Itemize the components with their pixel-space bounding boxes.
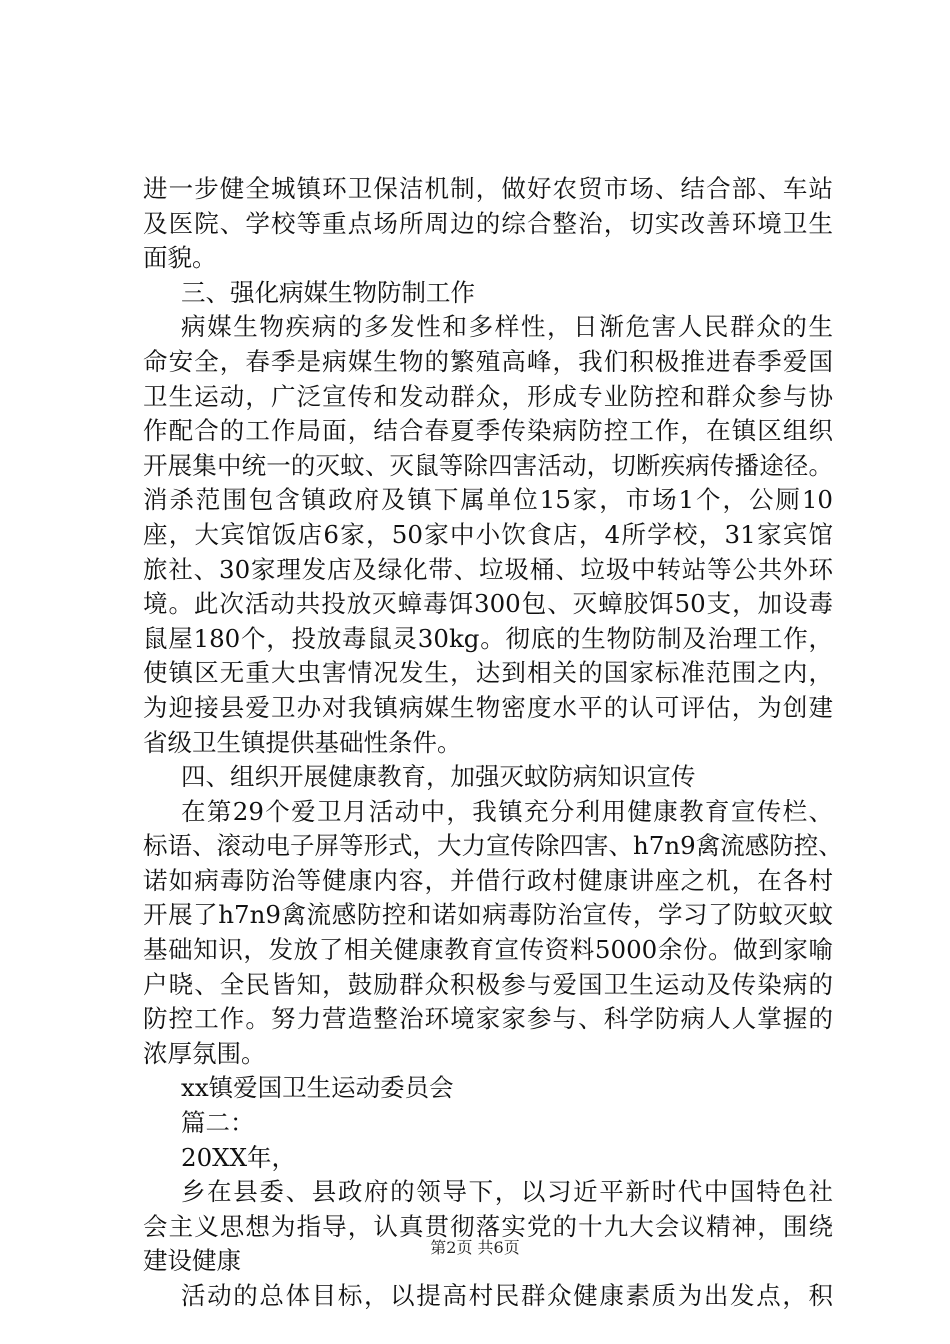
text-line: 境。此次活动共投放灭蟑毒饵300包、灭蟑胶饵50支，加设毒 (143, 589, 833, 619)
text-line: 篇二： (181, 1108, 255, 1138)
text-line: 四、组织开展健康教育，加强灭蚊防病知识宣传 (181, 762, 696, 792)
text-line: 病媒生物疾病的多发性和多样性，日渐危害人民群众的生 (181, 312, 833, 342)
text-line: 建设健康 (143, 1246, 241, 1276)
text-line: 开展了h7n9禽流感防控和诺如病毒防治宣传，学习了防蚊灭蚊 (143, 900, 833, 930)
text-line: 浓厚氛围。 (143, 1038, 266, 1068)
text-line: 为迎接县爱卫办对我镇病媒生物密度水平的认可评估，为创建 (143, 692, 833, 722)
text-line: 开展集中统一的灭蚊、灭鼠等除四害活动，切断疾病传播途径。 (143, 450, 833, 480)
text-line: 作配合的工作局面，结合春夏季传染病防控工作，在镇区组织 (143, 416, 833, 446)
text-line: 进一步健全城镇环卫保洁机制，做好农贸市场、结合部、车站 (143, 174, 833, 203)
text-line: 户晓、全民皆知，鼓励群众积极参与爱国卫生运动及传染病的 (143, 969, 833, 999)
text-line: 卫生运动，广泛宣传和发动群众，形成专业防控和群众参与协 (143, 381, 833, 411)
text-line: 及医院、学校等重点场所周边的综合整治，切实改善环境卫生 (143, 208, 833, 238)
page-footer: 第2页 共6页 (430, 1238, 520, 1257)
text-line: 基础知识，发放了相关健康教育宣传资料5000余份。做到家喻 (143, 935, 833, 965)
text-line: 标语、滚动电子屏等形式，大力宣传除四害、h7n9禽流感防控、 (143, 831, 843, 861)
text-line: 会主义思想为指导，认真贯彻落实党的十九大会议精神，围绕 (143, 1211, 833, 1241)
text-line: 乡在县委、县政府的领导下，以习近平新时代中国特色社 (181, 1177, 833, 1207)
text-line: 防控工作。努力营造整治环境家家参与、科学防病人人掌握的 (143, 1004, 833, 1034)
text-line: 面貌。 (143, 243, 217, 273)
text-line: 20XX年， (181, 1142, 297, 1172)
text-line: 命安全，春季是病媒生物的繁殖高峰，我们积极推进春季爱国 (143, 346, 833, 376)
text-line: 三、强化病媒生物防制工作 (181, 277, 475, 307)
text-line: 鼠屋180个，投放毒鼠灵30kg。彻底的生物防制及治理工作， (143, 623, 833, 653)
text-line: 使镇区无重大虫害情况发生，达到相关的国家标准范围之内， (143, 658, 833, 688)
body-text (143, 172, 843, 1314)
text-line: 消杀范围包含镇政府及镇下属单位15家，市场1个，公厕10 (143, 485, 833, 515)
text-line: 活动的总体目标，以提高村民群众健康素质为出发点，积 (181, 1281, 833, 1310)
text-line: 座，大宾馆饭店6家，50家中小饮食店，4所学校，31家宾馆 (143, 519, 833, 549)
text-line: 在第29个爱卫月活动中，我镇充分利用健康教育宣传栏、 (181, 796, 833, 826)
text-line: 诺如病毒防治等健康内容，并借行政村健康讲座之机，在各村 (143, 865, 833, 895)
text-line: 省级卫生镇提供基础性条件。 (143, 727, 462, 757)
text-line: xx镇爱国卫生运动委员会 (181, 1073, 454, 1103)
text-line: 旅社、30家理发店及绿化带、垃圾桶、垃圾中转站等公共外环 (143, 554, 833, 584)
